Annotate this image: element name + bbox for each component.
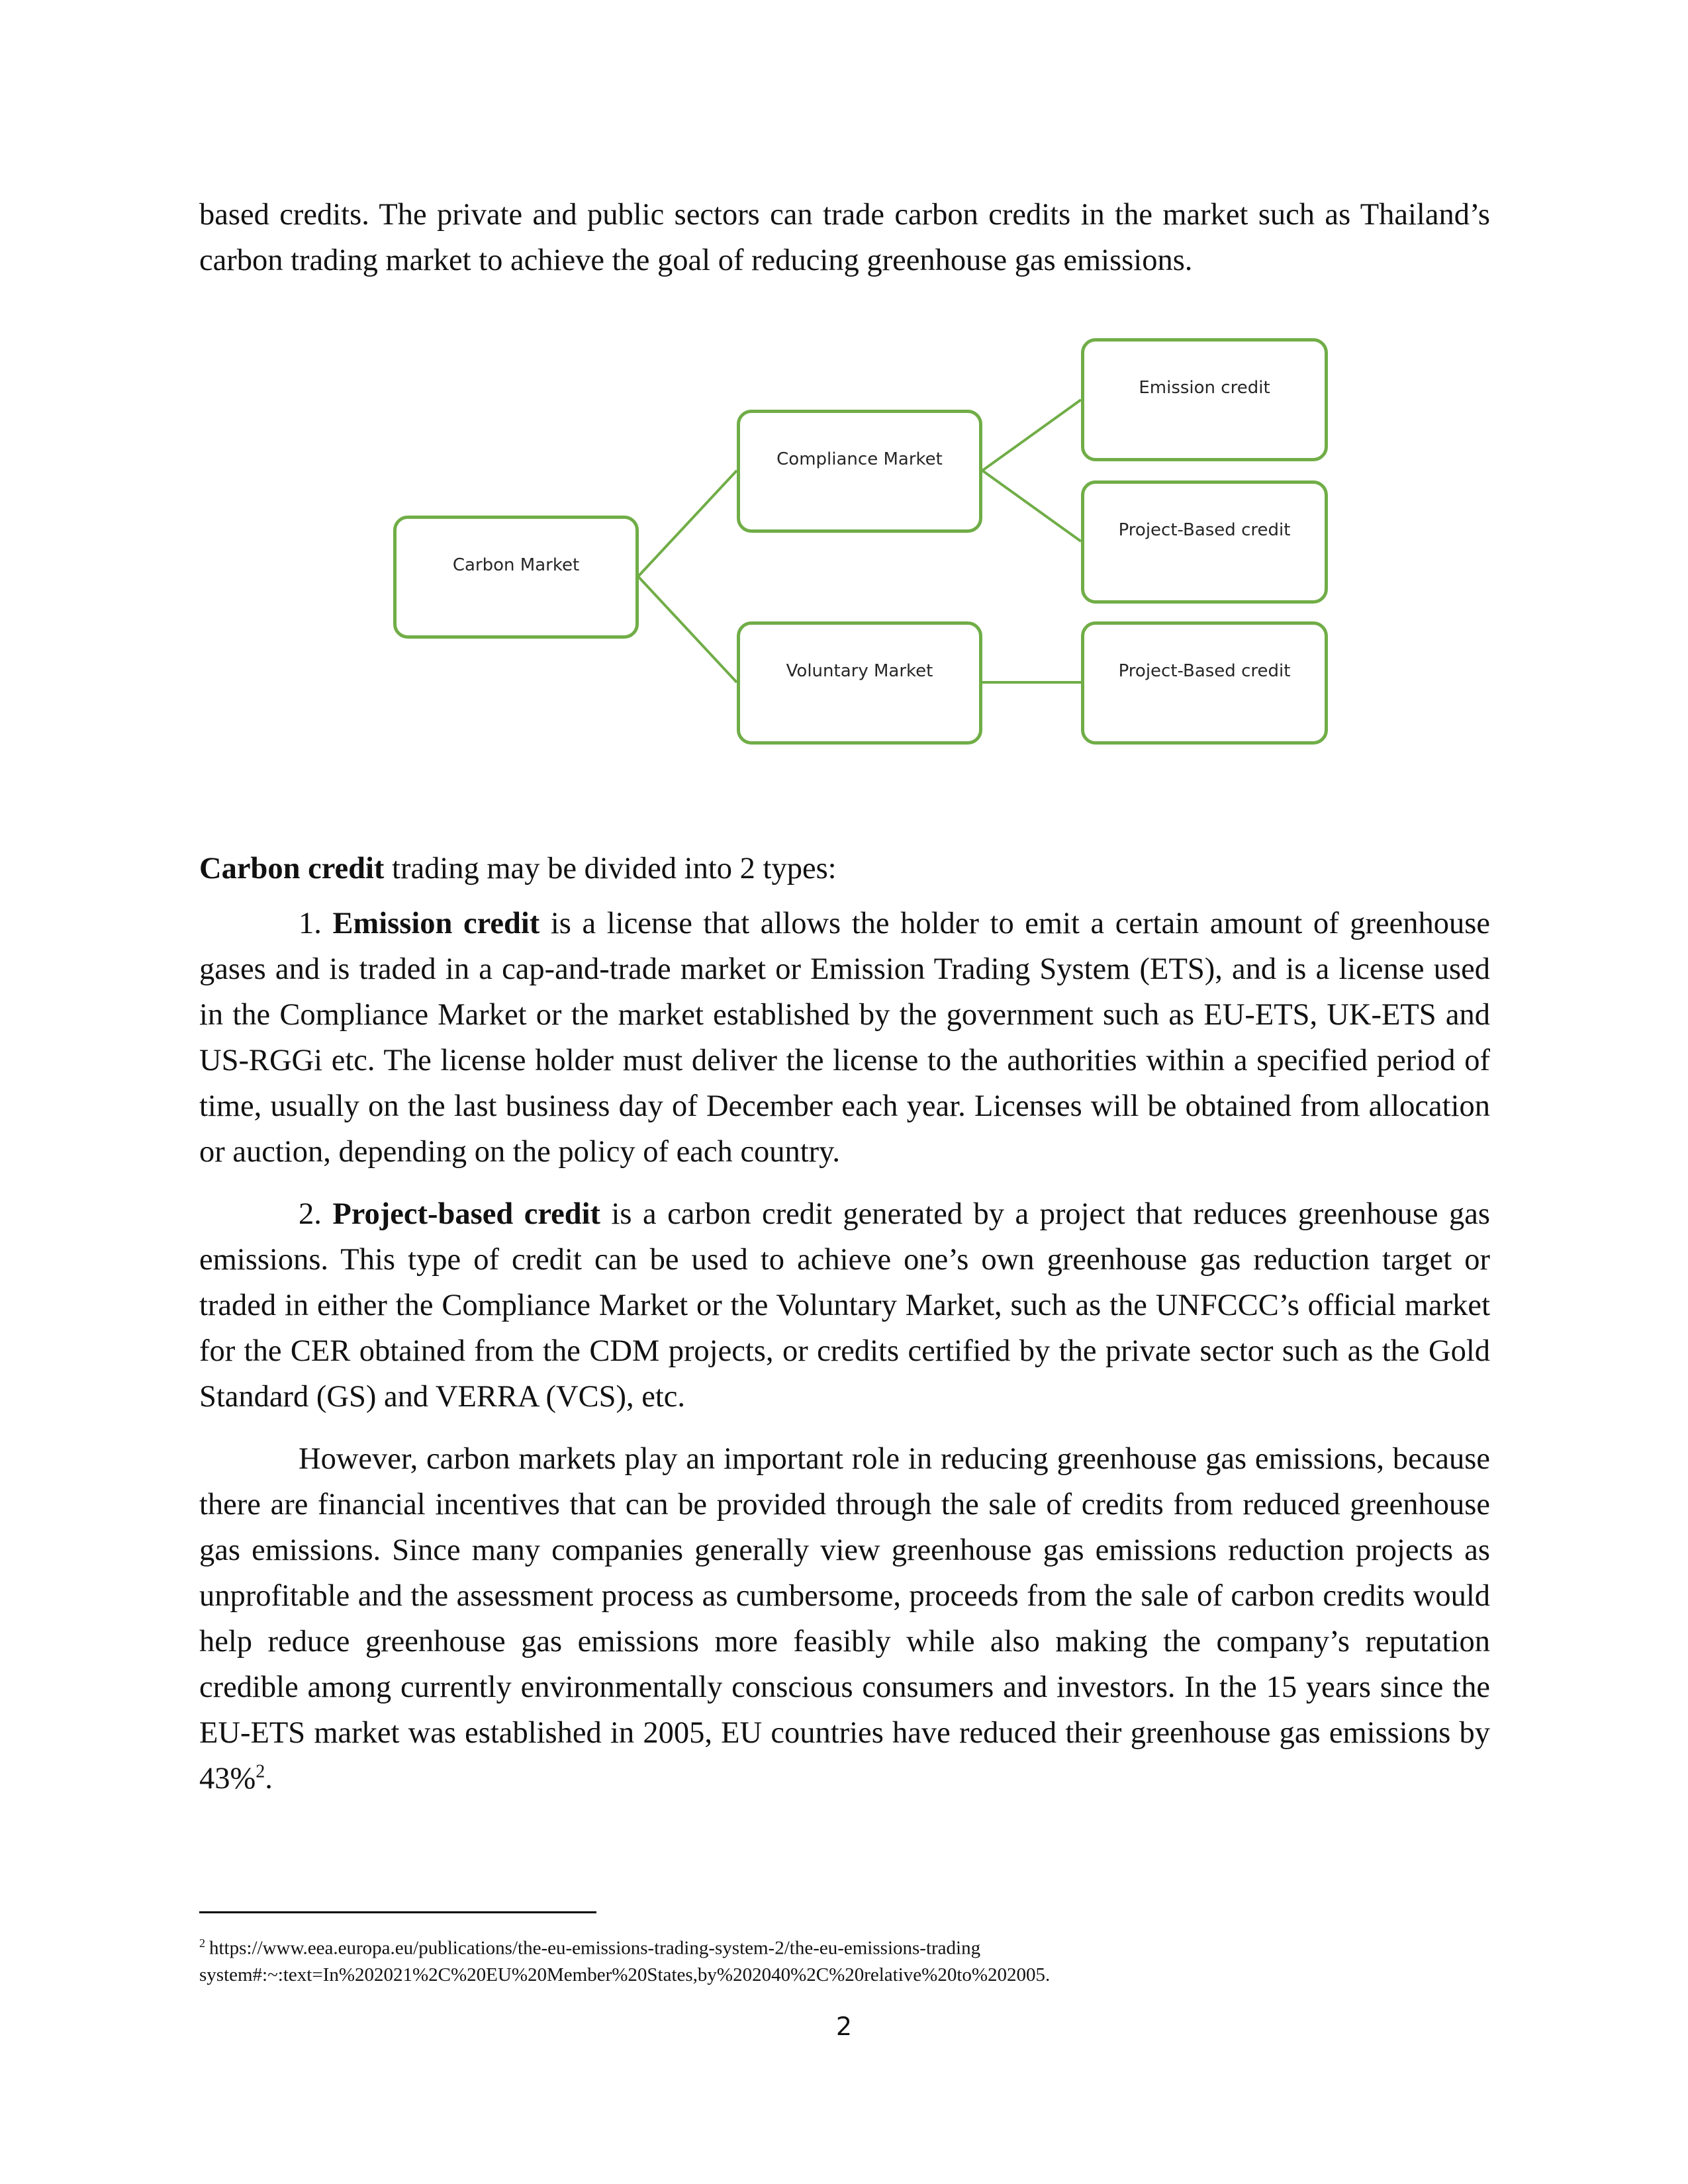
- node-label: Carbon Market: [452, 555, 580, 575]
- item-number: 2.: [299, 1197, 333, 1231]
- footnote-line-1: [199, 1930, 1490, 1962]
- carbon-market-diagram: [0, 0, 1688, 860]
- node-label: Voluntary Market: [786, 661, 933, 681]
- item-definition: is a carbon credit generated by a project that reduces greenhouse gas emissions. This type of credit can be used to achieve one’s own greenhouse gas reduction target or traded in either the Compliance Market or the Voluntary Market, such as the UNFCCC’s official market for the CER obtained from the CDM projects, or credits certified by the private sector such as the Gold Standard (GS) and VERRA (VCS), etc.: [199, 1197, 1491, 1414]
- edge-compliance-projectbased: [982, 471, 1081, 541]
- edge-carbon-compliance: [638, 471, 737, 576]
- node-voluntary-market: [737, 621, 982, 745]
- node-carbon-market: [393, 516, 639, 639]
- edge-compliance-emission: [982, 400, 1081, 471]
- item-emission-credit: [199, 901, 1490, 1175]
- footnote-url-part-1[interactable]: https://www.eea.europa.eu/publications/the-eu-emissions-trading-system-2/the-eu-emissions-trading: [209, 1937, 981, 1959]
- node-project-based-credit-voluntary: [1081, 621, 1328, 745]
- page-number: 2: [835, 2012, 853, 2041]
- closing-text: However, carbon markets play an important role in reducing greenhouse gas emissions, because there are financial incentives that can be provided through the sale of credits from reduced greenhouse gas emissions. Since many companies generally view greenhouse gas emissions reduction projects as unprofitable and the assessment process as cumbersome, proceeds from the sale of carbon credits would help reduce greenhouse gas emissions more feasibly while also making the company’s reputation credible among currently environmentally conscious consumers and investors. In the 15 years since the EU-ETS market was established in 2005, EU countries have reduced their greenhouse gas emissions by 43%: [199, 1442, 1490, 1796]
- types-heading: [199, 846, 1490, 891]
- types-heading-bold: Carbon credit: [199, 852, 385, 886]
- node-label: Project-Based credit: [1118, 520, 1291, 540]
- item-project-based-credit: [199, 1191, 1490, 1420]
- node-emission-credit: [1081, 338, 1328, 461]
- item-term: Emission credit: [332, 907, 540, 940]
- edge-carbon-voluntary: [638, 576, 737, 682]
- footnote: [199, 1930, 1490, 1988]
- types-heading-rest: trading may be divided into 2 types:: [384, 852, 837, 886]
- footnote-line-2: [199, 1962, 1490, 1988]
- node-label: Compliance Market: [776, 449, 943, 469]
- footnote-marker: 2: [199, 1936, 205, 1950]
- item-term: Project-based credit: [332, 1197, 601, 1231]
- intro-text: based credits. The private and public sectors can trade carbon credits in the market such as Thailand’s carbon trading market to achieve the goal of reducing greenhouse gas emissions.: [199, 198, 1490, 277]
- item-number: 1.: [299, 907, 333, 940]
- footnote-separator: [199, 1911, 596, 1913]
- node-label: Emission credit: [1139, 378, 1270, 398]
- footnote-url-part-2[interactable]: system#:~:text=In%202021%2C%20EU%20Member%20States,by%202040%2C%20relative%20to%202005.: [199, 1964, 1051, 1985]
- closing-paragraph: [199, 1436, 1490, 1801]
- item-definition: is a license that allows the holder to emit a certain amount of greenhouse gases and is traded in a cap-and-trade market or Emission Trading System (ETS), and is a license used in the Compliance Market or the market established by the government such as EU-ETS, UK-ETS and US-RGGi etc. The license holder must deliver the license to the authorities within a specified period of time, usually on the last business day of December each year. Licenses will be obtained from allocation or auction, depending on the policy of each country.: [199, 907, 1490, 1169]
- closing-end: .: [265, 1762, 273, 1796]
- footnote-reference[interactable]: 2: [256, 1761, 265, 1782]
- node-project-based-credit-compliance: [1081, 480, 1328, 604]
- node-compliance-market: [737, 410, 982, 533]
- node-label: Project-Based credit: [1118, 661, 1291, 681]
